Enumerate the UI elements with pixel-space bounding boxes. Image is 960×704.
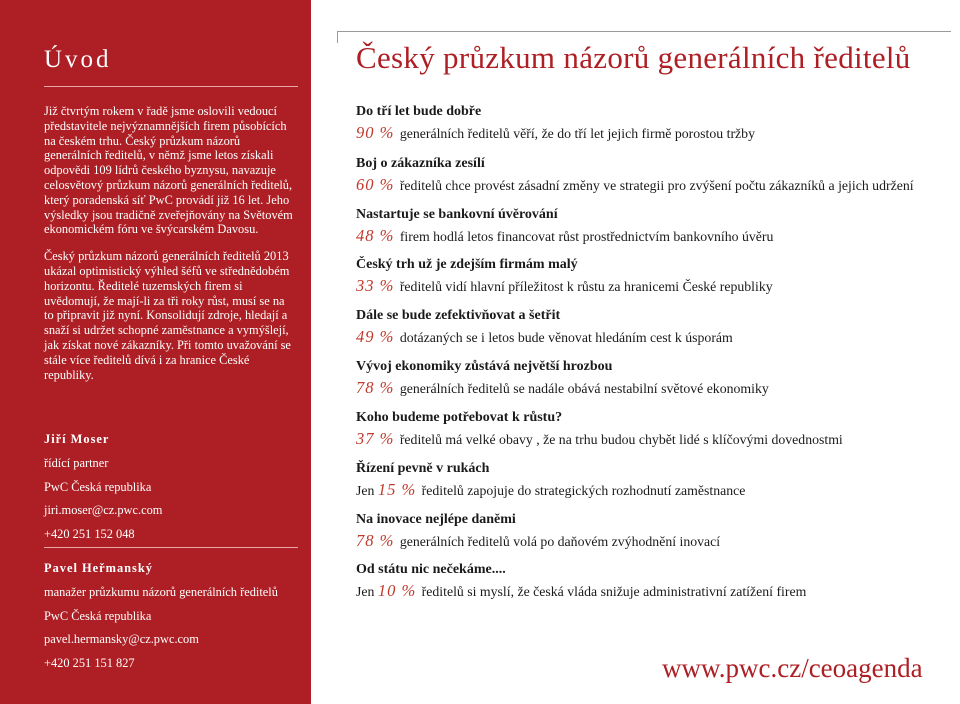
stat-line <box>356 175 951 195</box>
contact-email-link[interactable]: jiri.moser@cz.pwc.com <box>44 503 163 518</box>
stat-line <box>356 531 951 551</box>
contact-phone: +420 251 152 048 <box>44 527 135 542</box>
stat-block <box>356 103 951 143</box>
stat-text: dotázaných se i letos bude věnovat hledáním cest k úsporám <box>399 330 733 345</box>
stat-line <box>356 429 951 449</box>
stat-heading: Boj o zákazníka zesílí <box>356 156 485 171</box>
intro-paragraph-2: Český průzkum názorů generálních ředitelů 2013 ukázal optimistický výhled šéfů ve střednědobém horizontu. Ředitelé tuzemských firem si uvědomují, že mají-li za tři roky růst, musí se na to připravit již nyní. Konsolidují zdroje, hledají a snaží si udržet schopné zaměstnance a vymýšlejí, jak získat nové zákazníky. Při tomto uvažování se stále více ředitelů dívá i za hranice České republiky. <box>44 249 291 382</box>
stat-percent: 37 % <box>356 429 395 448</box>
stat-heading: Vývoj ekonomiky zůstává největší hrozbou <box>356 359 613 374</box>
intro-paragraph-1: Již čtvrtým rokem v řadě jsme oslovili vedoucí představitele nejvýznamnějších firem působících na českém trhu. Český průzkum názorů generálních ředitelů, v němž jsme letos získali odpovědi 109 lídrů českého byznysu, navazuje celosvětový průzkum názorů generálních ředitelů, který poradenská síť PwC provádí již 16 let. Jeho výsledky jsou tradičně zveřejňovány na Světovém ekonomickém fóru ve švýcarském Davosu. <box>44 104 293 237</box>
stat-percent: 10 % <box>377 581 417 600</box>
intro-sidebar <box>0 0 311 704</box>
stat-line <box>356 123 951 143</box>
contact-email-link[interactable]: pavel.hermansky@cz.pwc.com <box>44 632 199 647</box>
stat-text: generálních ředitelů se nadále obává nestabilní světové ekonomiky <box>399 381 769 396</box>
stat-text: ředitelů chce provést zásadní změny ve strategii pro zvýšení počtu zákazníků a jejich udržení <box>399 178 914 193</box>
stat-heading: Koho budeme potřebovat k růstu? <box>356 410 563 425</box>
stat-heading: Řízení pevně v rukách <box>356 461 490 476</box>
stat-percent: 15 % <box>377 480 417 499</box>
contact-divider <box>44 547 298 548</box>
stat-percent: 90 % <box>356 123 395 142</box>
page-title: Český průzkum názorů generálních ředitelů <box>356 40 911 75</box>
stat-block <box>356 561 951 601</box>
stat-percent: 49 % <box>356 327 395 346</box>
stat-block <box>356 155 951 195</box>
contact-role: manažer průzkumu názorů generálních ředitelů <box>44 584 278 599</box>
stat-heading: Na inovace nejlépe daněmi <box>356 512 516 527</box>
contact-card-1 <box>44 432 294 551</box>
stat-block <box>356 358 951 398</box>
stat-percent: 48 % <box>356 226 395 245</box>
stat-block <box>356 460 951 500</box>
stat-heading: Od státu nic nečekáme.... <box>356 562 506 577</box>
stat-heading: Dále se bude zefektivňovat a šetřit <box>356 308 561 323</box>
contact-company: PwC Česká republika <box>44 608 152 623</box>
contact-name: Jiří Moser <box>44 432 110 446</box>
stat-block <box>356 256 951 296</box>
stat-line <box>356 581 951 601</box>
stat-block <box>356 206 951 246</box>
stat-text: ředitelů si myslí, že česká vláda snižuje administrativní zatížení firem <box>421 584 807 599</box>
stat-text: ředitelů vidí hlavní příležitost k růstu za hranicemi České republiky <box>399 279 773 294</box>
stat-percent: 33 % <box>356 276 395 295</box>
stat-line <box>356 276 951 296</box>
stat-line <box>356 327 951 347</box>
stat-text: firem hodlá letos financovat růst prostřednictvím bankovního úvěru <box>399 229 774 244</box>
stat-heading: Český trh už je zdejším firmám malý <box>356 257 578 272</box>
stat-text: generálních ředitelů volá po daňovém zvýhodnění inovací <box>399 534 721 549</box>
stat-percent: 78 % <box>356 531 395 550</box>
stat-block <box>356 511 951 551</box>
title-rule-tick <box>337 31 338 43</box>
stat-prefix: Jen <box>356 483 378 498</box>
contact-card-2 <box>44 561 294 680</box>
stat-heading: Nastartuje se bankovní úvěrování <box>356 207 558 222</box>
contact-phone: +420 251 151 827 <box>44 656 135 671</box>
stat-prefix: Jen <box>356 584 378 599</box>
contact-role: řídící partner <box>44 455 109 470</box>
sidebar-divider <box>44 86 298 87</box>
stat-block <box>356 307 951 347</box>
stat-percent: 60 % <box>356 175 395 194</box>
stat-heading: Do tří let bude dobře <box>356 104 482 119</box>
stat-line <box>356 480 951 500</box>
intro-text <box>44 104 296 394</box>
stat-block <box>356 409 951 449</box>
sidebar-title: Úvod <box>44 46 112 73</box>
contact-company: PwC Česká republika <box>44 479 152 494</box>
stat-line <box>356 226 951 246</box>
website-link[interactable]: www.pwc.cz/ceoagenda <box>662 653 923 683</box>
stat-text: ředitelů zapojuje do strategických rozhodnutí zaměstnance <box>421 483 746 498</box>
stat-text: generálních ředitelů věří, že do tří let jejich firmě porostou tržby <box>399 126 755 141</box>
stat-percent: 78 % <box>356 378 395 397</box>
contact-name: Pavel Heřmanský <box>44 561 153 575</box>
stat-line <box>356 378 951 398</box>
stat-text: ředitelů má velké obavy , že na trhu budou chybět lidé s klíčovými dovednostmi <box>399 432 843 447</box>
title-rule <box>337 31 951 32</box>
